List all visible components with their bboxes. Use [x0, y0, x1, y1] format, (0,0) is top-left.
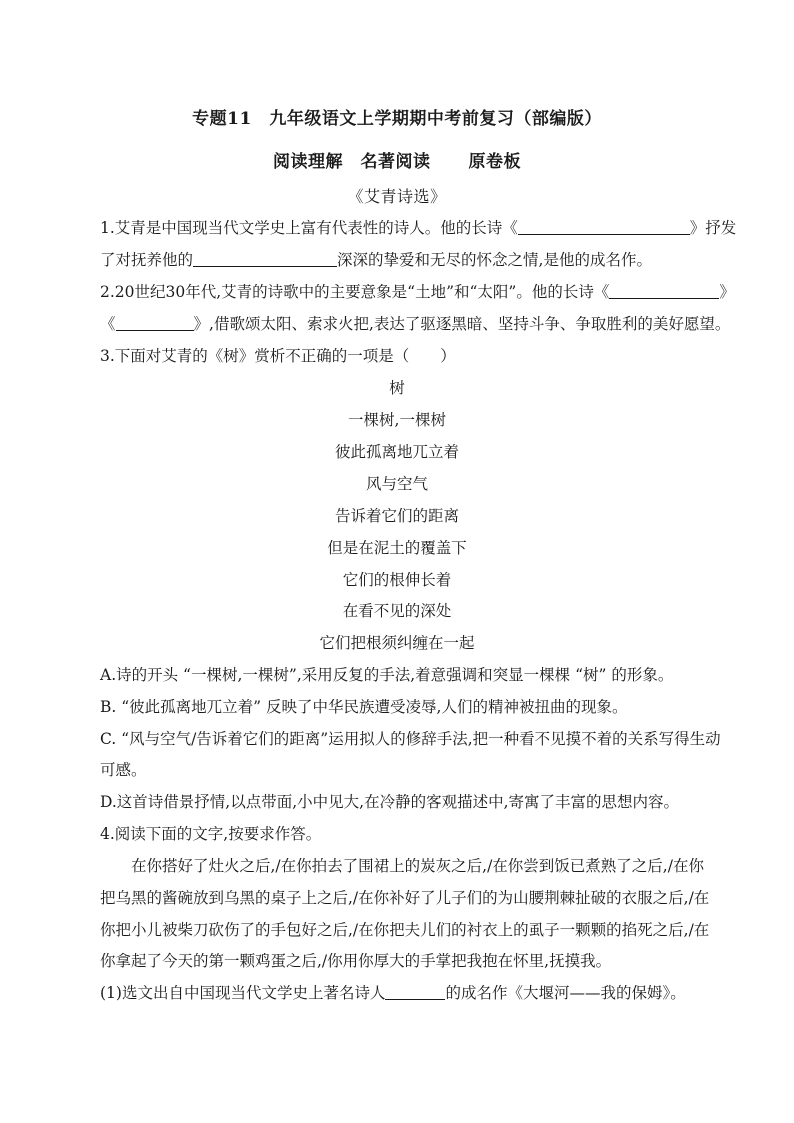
passage-line: 在你搭好了灶火之后,/在你拍去了围裙上的炭灰之后,/在你尝到饭已煮熟了之后,/在你 — [131, 857, 704, 875]
poem-line: 风与空气 — [365, 475, 428, 493]
passage-line: 你拿起了今天的第一颗鸡蛋之后,/你用你厚大的手掌把我抱在怀里,抚摸我。 — [100, 952, 612, 970]
option-c: C. “风与空气/告诉着它们的距离”运用拟人的修辞手法,把一种看不见摸不着的关系写得生动 — [100, 730, 721, 748]
answer-blank[interactable] — [193, 251, 337, 267]
question-4-stem: 4.阅读下面的文字,按要求作答。 — [100, 825, 322, 843]
question-2-line-2: 《 》,借歌颂太阳、索求火把,表达了驱逐黑暗、坚持斗争、争取胜利的美好愿望。 — [100, 315, 731, 333]
document-subtitle: 阅读理解 名著阅读 原卷板 — [273, 152, 521, 172]
poem-line: 它们把根须纠缠在一起 — [319, 634, 475, 652]
answer-blank[interactable] — [518, 219, 690, 235]
document-title: 专题11 九年级语文上学期期中考前复习（部编版） — [192, 109, 602, 129]
answer-blank[interactable] — [385, 984, 445, 1000]
question-1-line-1: 1.艾青是中国现当代文学史上富有代表性的诗人。他的长诗《 》抒发 — [100, 219, 737, 237]
poem-line: 但是在泥土的覆盖下 — [327, 539, 467, 557]
question-1-line-2: 了对抚养他的 深深的挚爱和无尽的怀念之情,是他的成名作。 — [100, 251, 652, 269]
poem-line: 一棵树,一棵树 — [348, 411, 446, 429]
option-c-continued: 可感。 — [100, 761, 147, 779]
question-3-stem: 3.下面对艾青的《树》赏析不正确的一项是（ ） — [100, 347, 456, 365]
passage-line: 你把小儿被柴刀砍伤了的手包好之后,/在你把夫儿们的衬衣上的虱子一颗颗的掐死之后,/在 — [100, 921, 710, 939]
poem-line: 告诉着它们的距离 — [334, 507, 459, 525]
poem-title: 树 — [389, 379, 405, 397]
option-d: D.这首诗借景抒情,以点带面,小中见大,在冷静的客观描述中,寄寓了丰富的思想内容。 — [100, 793, 680, 811]
answer-blank[interactable] — [609, 283, 719, 299]
option-a: A.诗的开头 “一棵树,一棵树”,采用反复的手法,着意强调和突显一棵棵 “树” 的形象。 — [100, 666, 674, 684]
poem-line: 它们的根伸长着 — [342, 571, 452, 589]
option-b: B. “彼此孤离地兀立着” 反映了中华民族遭受凌辱,人们的精神被扭曲的现象。 — [100, 698, 628, 716]
question-2-line-1: 2.20世纪30年代,艾青的诗歌中的主要意象是“土地”和“太阳”。他的长诗《 》 — [100, 283, 735, 301]
poem-line: 彼此孤离地兀立着 — [334, 443, 459, 461]
question-4-sub-1: (1)选文出自中国现当代文学史上著名诗人 的成名作《大堰河——我的保姆》。 — [100, 984, 686, 1002]
answer-blank[interactable] — [116, 315, 194, 331]
poem-line: 在看不见的深处 — [342, 602, 452, 620]
passage-line: 把乌黑的酱碗放到乌黑的桌子上之后,/在你补好了儿子们的为山腰荆棘扯破的衣服之后,/在 — [100, 889, 710, 907]
book-title: 《艾青诗选》 — [347, 187, 447, 206]
